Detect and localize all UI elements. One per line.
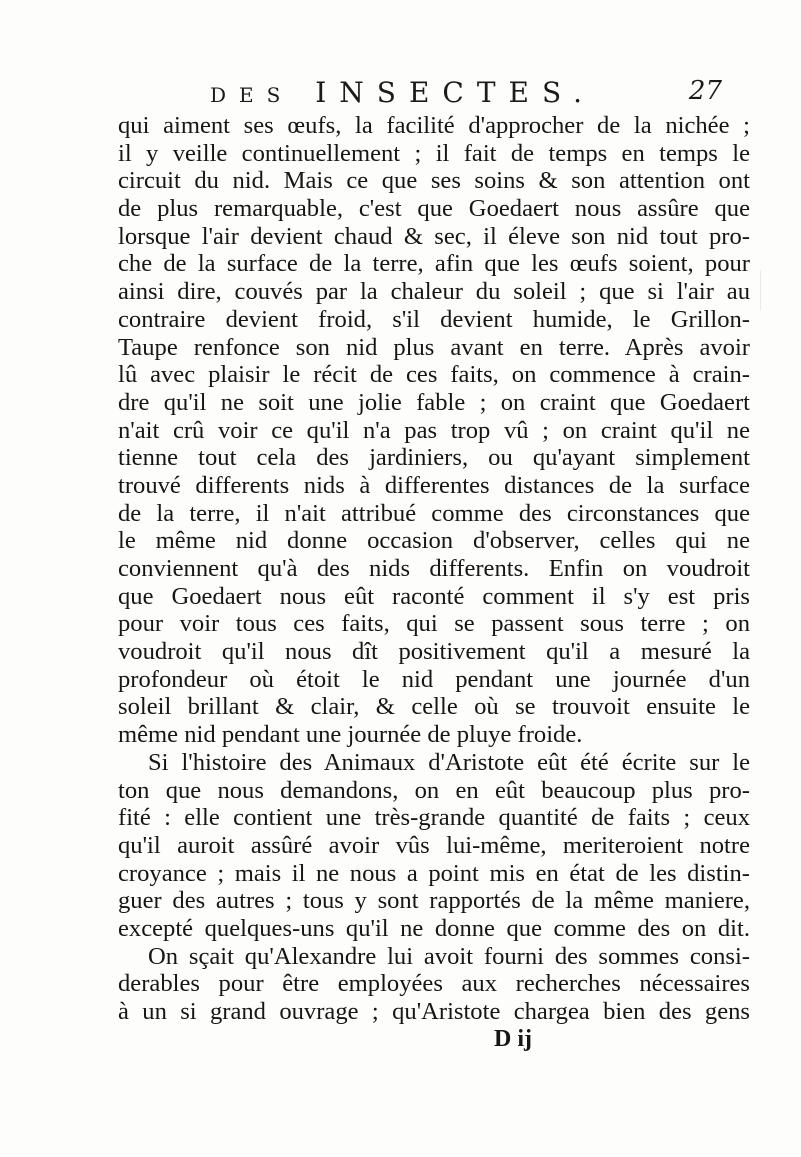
text-line: fité : elle contient une très-grande quantité de faits ; ceux xyxy=(118,804,750,832)
text-line: pour voir tous ces faits, qui se passent sous terre ; on xyxy=(118,610,750,638)
page-header xyxy=(210,76,730,110)
text-line: ainsi dire, couvés par la chaleur du soleil ; que si l'air au xyxy=(118,278,750,306)
text-line: lû avec plaisir le récit de ces faits, on commence à crain- xyxy=(118,361,750,389)
text-line: il y veille continuellement ; il fait de temps en temps le xyxy=(118,139,750,167)
text-line: Taupe renfonce son nid plus avant en terre. Après avoir xyxy=(118,333,750,361)
text-line: Si l'histoire des Animaux d'Aristote eût été écrite sur le xyxy=(148,748,750,776)
text-line: derables pour être employées aux recherches nécessaires xyxy=(118,970,750,998)
text-line: che de la surface de la terre, afin que les œufs soient, pour xyxy=(118,250,750,278)
text-line: n'ait crû voir ce qu'il n'a pas trop vû ; on craint qu'il ne xyxy=(118,416,750,444)
text-line: soleil brillant & clair, & celle où se trouvoit ensuite le xyxy=(118,693,750,721)
signature-mark: D ij xyxy=(494,1026,532,1052)
text-line: qu'il auroit assûré avoir vûs lui-même, meriteroient notre xyxy=(118,831,750,859)
text-line: de plus remarquable, c'est que Goedaert nous assûre que xyxy=(118,195,750,223)
text-line: lorsque l'air devient chaud & sec, il éleve son nid tout pro- xyxy=(118,222,750,250)
text-line: voudroit qu'il nous dît positivement qu'il a mesuré la xyxy=(118,638,750,666)
text-line: contraire devient froid, s'il devient humide, le Grillon- xyxy=(118,305,750,333)
text-line: profondeur où étoit le nid pendant une journée d'un xyxy=(118,665,750,693)
text-line: qui aiment ses œufs, la facilité d'approcher de la nichée ; xyxy=(118,112,750,139)
text-line: circuit du nid. Mais ce que ses soins & son attention ont xyxy=(118,167,750,195)
text-line: dre qu'il ne soit une jolie fable ; on craint que Goedaert xyxy=(118,388,750,416)
text-line: de la terre, il n'ait attribué comme des circonstances que xyxy=(118,499,750,527)
text-line: On sçait qu'Alexandre lui avoit fourni des sommes consi- xyxy=(148,942,750,970)
text-line: tienne tout cela des jardiniers, ou qu'ayant simplement xyxy=(118,444,750,472)
page-smudge xyxy=(760,270,761,310)
text-line: le même nid donne occasion d'observer, celles qui ne xyxy=(118,527,750,555)
text-line: même nid pendant une journée de pluye froide. xyxy=(118,721,583,749)
running-title-main: INSECTES. xyxy=(315,76,596,109)
text-line: que Goedaert nous eût raconté comment il s'y est pris xyxy=(118,582,750,610)
text-line: ton que nous demandons, on en eût beaucoup plus pro- xyxy=(118,776,750,804)
running-title xyxy=(210,76,595,109)
text-line: excepté quelques-uns qu'il ne donne que comme des on dit. xyxy=(118,914,750,942)
running-title-prefix: DES xyxy=(210,83,294,107)
text-line: guer des autres ; tous y sont rapportés de la même maniere, xyxy=(118,887,750,915)
body-text xyxy=(118,112,750,1026)
text-line: croyance ; mais il ne nous a point mis en état de les distin- xyxy=(118,859,750,887)
text-line: conviennent qu'à des nids differents. Enfin on voudroit xyxy=(118,555,750,582)
text-line: à un si grand ouvrage ; qu'Aristote chargea bien des gens xyxy=(118,998,750,1025)
page-number: 27 xyxy=(688,76,722,106)
text-line: trouvé differents nids à differentes distances de la surface xyxy=(118,471,750,499)
